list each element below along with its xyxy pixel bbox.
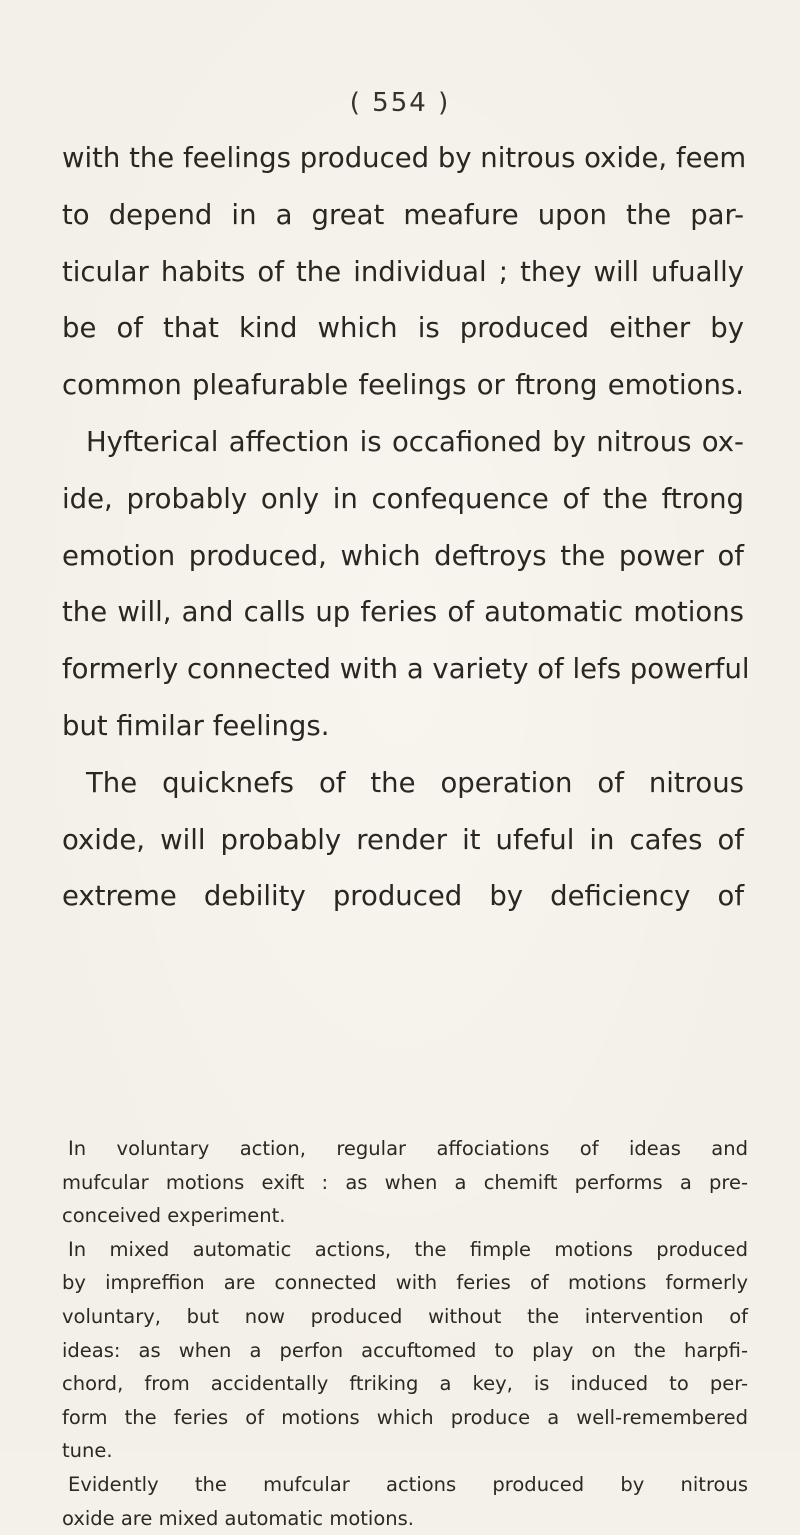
text-line: emotion produced, which deftroys the power of (62, 539, 744, 572)
note-line: In mixed automatic actions, the fimple motions produced (68, 1237, 748, 1261)
note-line: mufcular motions exift : as when a chemift performs a pre- (62, 1170, 748, 1194)
text-line: to depend in a great meafure upon the par- (62, 198, 744, 231)
text-line: extreme debility produced by deficiency of (62, 880, 744, 913)
text-line: common pleafurable feelings or ftrong emotions. (62, 369, 744, 402)
main-text-body (62, 130, 750, 925)
text-line: ticular habits of the individual ; they will ufually (62, 255, 744, 288)
text-line: oxide, will probably render it ufeful in cafes of (62, 823, 744, 856)
note-line: voluntary, but now produced without the intervention of (62, 1304, 748, 1328)
footnotes (62, 1132, 748, 1535)
note-line: tune. (62, 1439, 113, 1463)
note-line: by impreffion are connected with feries of motions formerly (62, 1271, 748, 1295)
note-line: conceived experiment. (62, 1204, 286, 1228)
note-line: chord, from accidentally ftriking a key, is induced to per- (62, 1372, 748, 1396)
text-line: The quicknefs of the operation of nitrous (86, 766, 744, 799)
note-line: oxide are mixed automatic motions. (62, 1506, 414, 1530)
note-line: ideas: as when a perfon accuftomed to play on the harpfi- (62, 1338, 748, 1362)
text-line: formerly connected with a variety of lefs powerful (62, 653, 750, 686)
page-number: ( 554 ) (349, 88, 451, 118)
note-line: Evidently the mufcular actions produced by nitrous (68, 1472, 748, 1496)
text-line: but fimilar feelings. (62, 709, 330, 742)
text-line: ide, probably only in confequence of the ftrong (62, 482, 744, 515)
note-line: In voluntary action, regular affociations of ideas and (68, 1137, 748, 1160)
text-line: the will, and calls up feries of automatic motions (62, 596, 744, 629)
text-line: be of that kind which is produced either by (62, 312, 744, 345)
text-line: with the feelings produced by nitrous oxide, feem (62, 142, 747, 174)
text-line: Hyfterical affection is occafioned by nitrous ox- (86, 425, 744, 458)
note-line: form the feries of motions which produce a well-remembered (62, 1405, 748, 1429)
